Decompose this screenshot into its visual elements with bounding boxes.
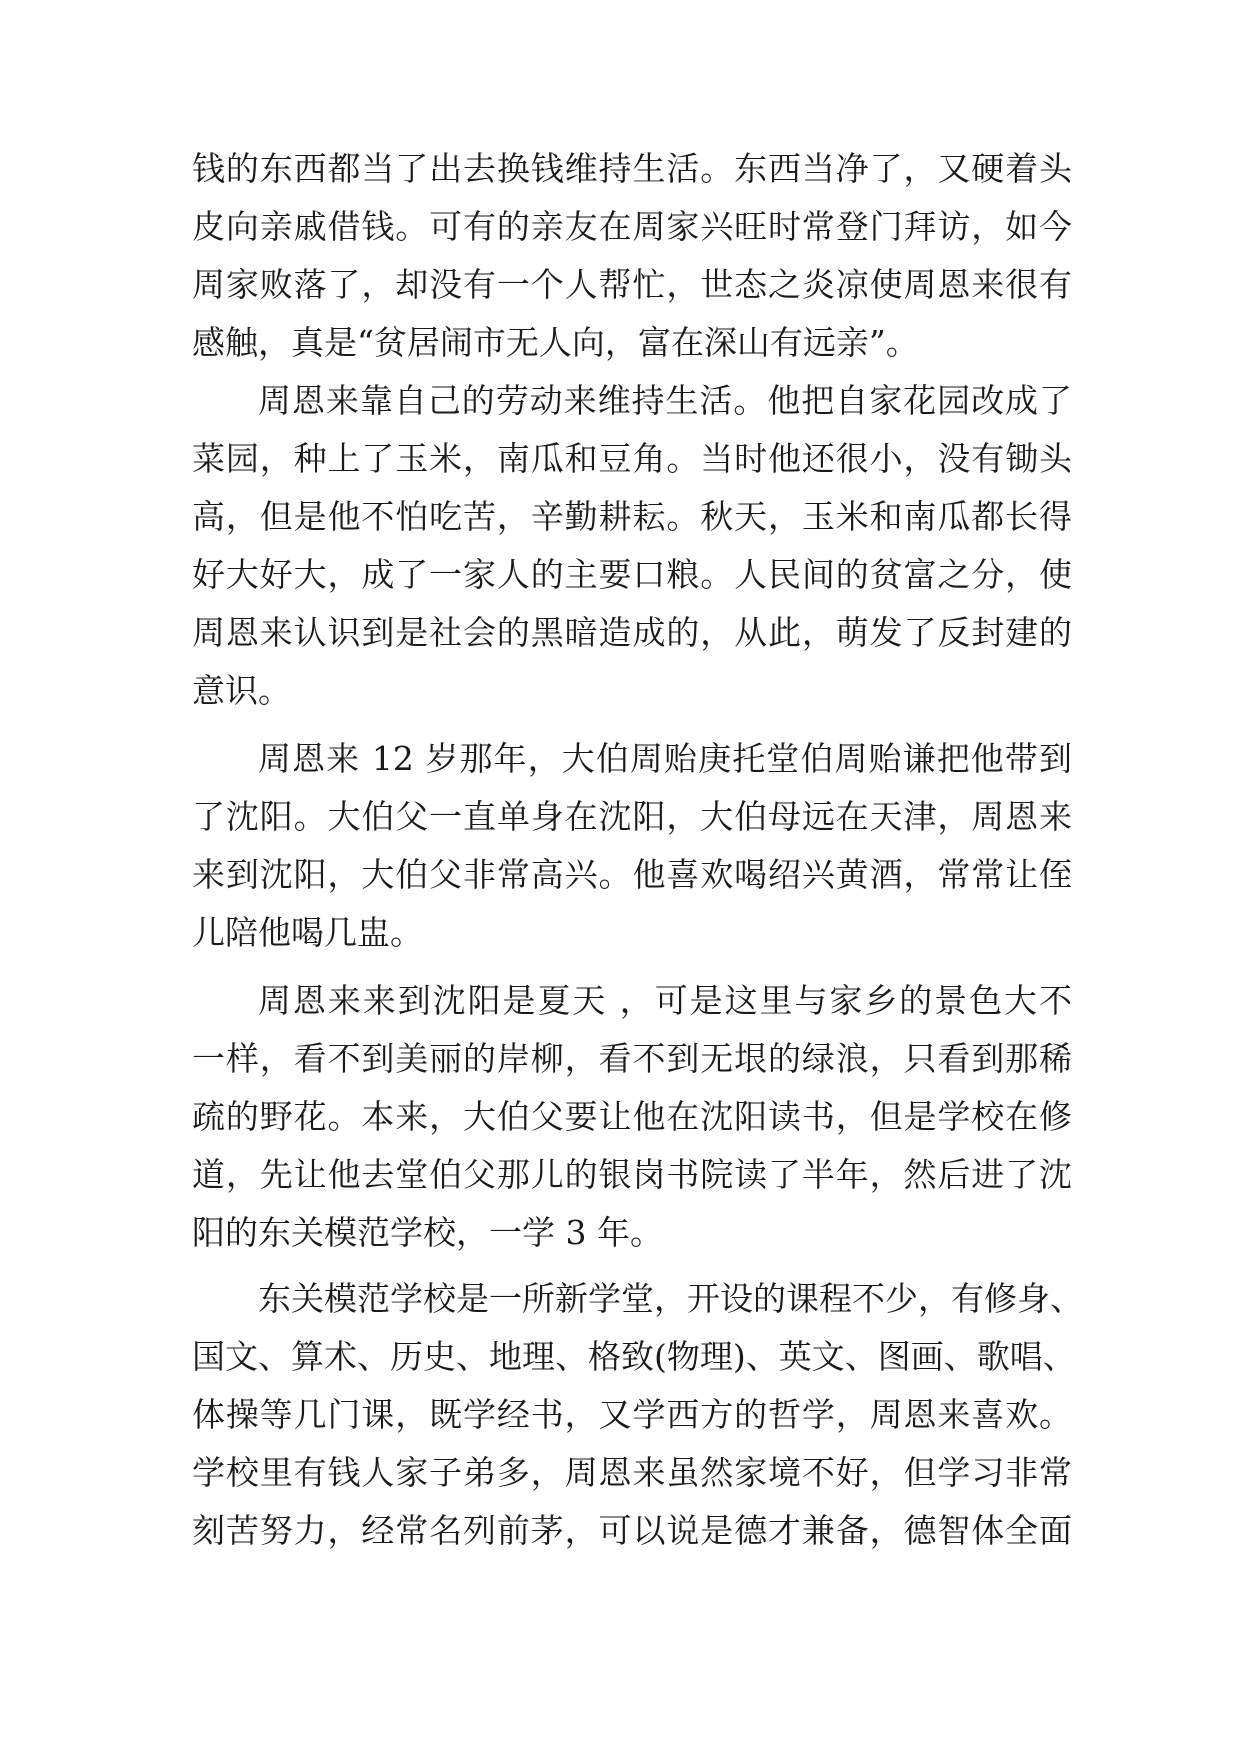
text-line: 意识。 — [192, 671, 291, 710]
text-line: 皮向亲戚借钱。可有的亲友在周家兴旺时常登门拜访，如今 — [192, 207, 1072, 246]
text-line: 周恩来来到沈阳是夏天 ，可是这里与家乡的景色大不 — [258, 981, 1072, 1020]
text-line: 钱的东西都当了出去换钱维持生活。东西当净了，又硬着头 — [192, 149, 1072, 188]
text-line: 了沈阳。大伯父一直单身在沈阳，大伯母远在天津，周恩来 — [192, 797, 1072, 836]
text-line: 好大好大，成了一家人的主要口粮。人民间的贫富之分，使 — [192, 555, 1072, 594]
text-line: 国文、算术、历史、地理、格致(物理)、英文、图画、歌唱、 — [192, 1337, 1076, 1376]
text-line: 周恩来 12 岁那年，大伯周贻庚托堂伯周贻谦把他带到 — [258, 739, 1072, 778]
text-line: 周恩来认识到是社会的黑暗造成的，从此，萌发了反封建的 — [192, 613, 1072, 652]
text-line: 一样，看不到美丽的岸柳，看不到无垠的绿浪，只看到那稀 — [192, 1039, 1072, 1078]
text-line: 来到沈阳，大伯父非常高兴。他喜欢喝绍兴黄酒，常常让侄 — [192, 855, 1072, 894]
text-line: 周家败落了，却没有一个人帮忙，世态之炎凉使周恩来很有 — [192, 265, 1072, 304]
text-line: 疏的野花。本来，大伯父要让他在沈阳读书，但是学校在修 — [192, 1097, 1072, 1136]
text-line: 高，但是他不怕吃苦，辛勤耕耘。秋天，玉米和南瓜都长得 — [192, 497, 1072, 536]
text-line: 阳的东关模范学校，一学 3 年。 — [192, 1213, 663, 1252]
text-line: 道，先让他去堂伯父那儿的银岗书院读了半年，然后进了沈 — [192, 1155, 1072, 1194]
text-line: 体操等几门课，既学经书，又学西方的哲学，周恩来喜欢。 — [192, 1395, 1072, 1434]
text-line: 刻苦努力，经常名列前茅，可以说是德才兼备，德智体全面 — [192, 1511, 1072, 1550]
text-line: 儿陪他喝几盅。 — [192, 913, 423, 952]
text-line: 周恩来靠自己的劳动来维持生活。他把自家花园改成了 — [258, 381, 1072, 420]
text-line: 菜园，种上了玉米，南瓜和豆角。当时他还很小，没有锄头 — [192, 439, 1072, 478]
text-line: 感触，真是“贫居闹市无人向，富在深山有远亲”。 — [192, 323, 919, 362]
text-line: 学校里有钱人家子弟多，周恩来虽然家境不好，但学习非常 — [192, 1453, 1072, 1492]
text-line: 东关模范学校是一所新学堂，开设的课程不少，有修身、 — [258, 1279, 1083, 1318]
